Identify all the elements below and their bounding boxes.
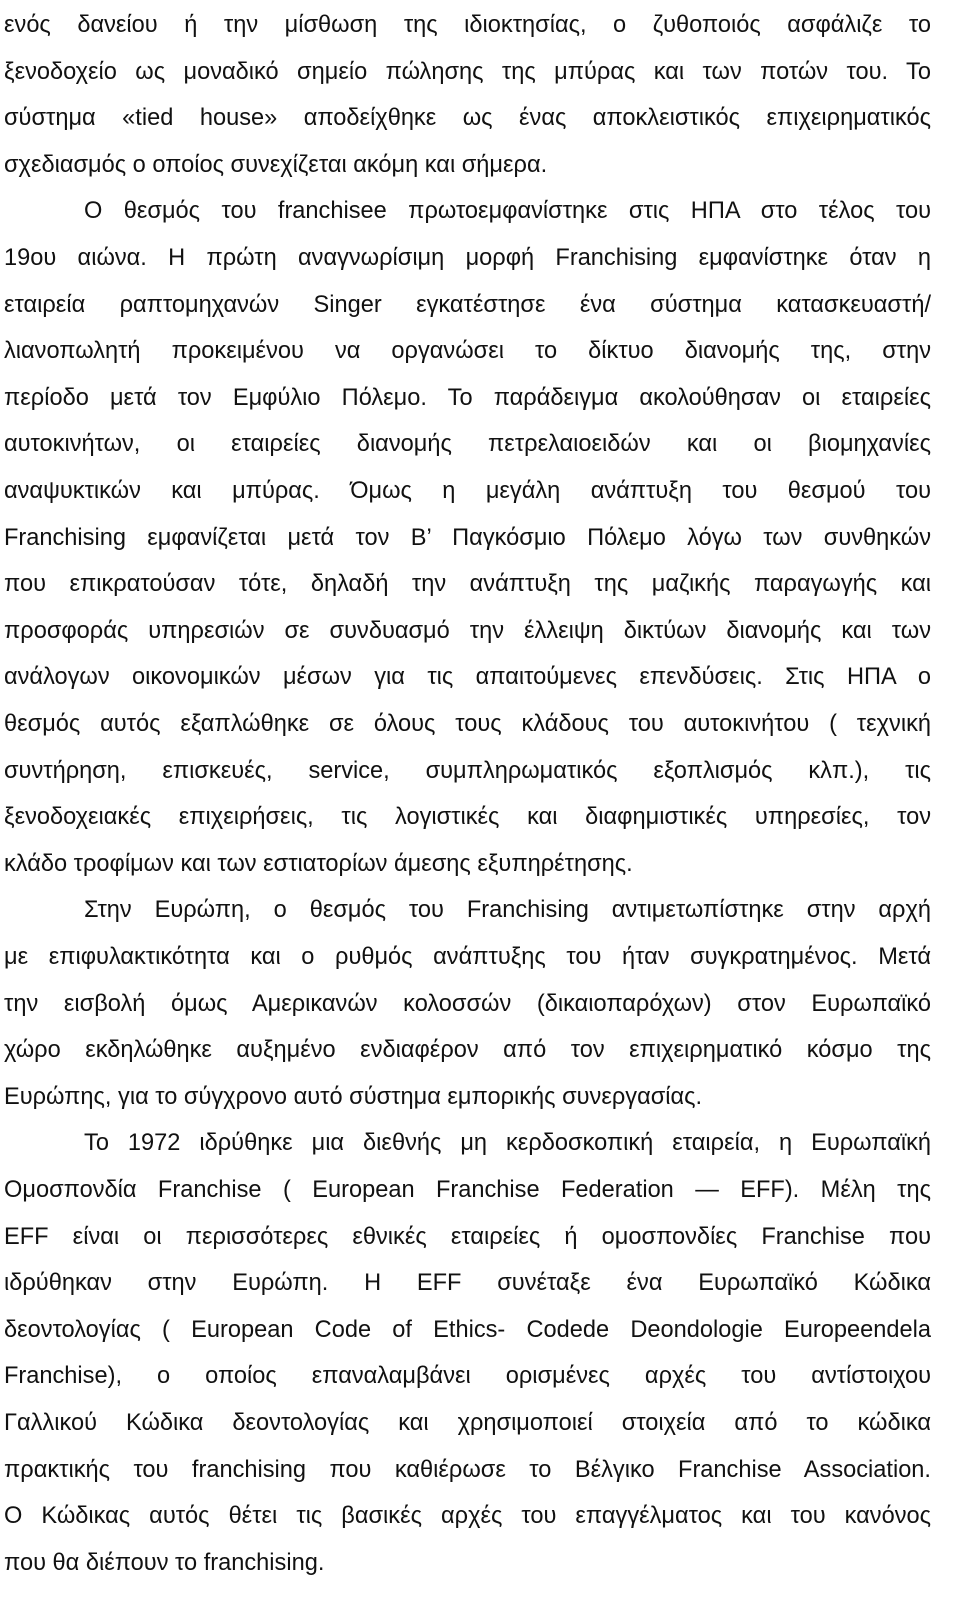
text-line: λιανοπωλητή προκειμένου να οργανώσει το δίκτυο διανομής της, στην xyxy=(4,338,931,365)
text-line: 19ου αιώνα. Η πρώτη αναγνωρίσιμη μορφή Franchising εμφανίστηκε όταν η xyxy=(4,245,931,271)
text-line: σύστημα «tied house» αποδείχθηκε ως ένας αποκλειστικός επιχειρηματικός xyxy=(4,105,931,132)
text-line: που επικρατούσαν τότε, δηλαδή την ανάπτυξη της μαζικής παραγωγής και xyxy=(4,571,931,598)
text-line: ενός δανείου ή την μίσθωση της ιδιοκτησίας, ο ζυθοποιός ασφάλιζε το xyxy=(4,12,931,38)
text-line: που θα διέπουν το franchising. xyxy=(4,1549,325,1576)
text-line: περίοδο μετά τον Εμφύλιο Πόλεμο. Το παράδειγμα ακολούθησαν οι εταιρείες xyxy=(4,384,931,411)
text-line: Franchising εμφανίζεται μετά τον Β’ Παγκόσμιο Πόλεμο λόγω των συνθηκών xyxy=(4,524,931,551)
text-line: προσφοράς υπηρεσιών σε συνδυασμό την έλλειψη δικτύων διανομής και των xyxy=(4,617,931,644)
text-line: Στην Ευρώπη, ο θεσμός του Franchising αντιμετωπίστηκε στην αρχή xyxy=(84,897,931,924)
text-line: EFF είναι οι περισσότερες εθνικές εταιρείες ή ομοσπονδίες Franchise που xyxy=(4,1223,931,1250)
text-line: Ο θεσμός του franchisee πρωτοεμφανίστηκε στις ΗΠΑ στο τέλος του xyxy=(84,198,931,225)
text-line: πρακτικής του franchising που καθιέρωσε το Βέλγικο Franchise Association. xyxy=(4,1456,931,1483)
text-line: Το 1972 ιδρύθηκε μια διεθνής μη κερδοσκοπική εταιρεία, η Ευρωπαϊκή xyxy=(84,1130,931,1157)
text-line: δεοντολογίας ( European Code of Ethics- Codede Deondologie Europeendela xyxy=(4,1316,931,1343)
text-line: με επιφυλακτικότητα και ο ρυθμός ανάπτυξης του ήταν συγκρατημένος. Μετά xyxy=(4,944,931,970)
text-line: την εισβολή όμως Αμερικανών κολοσσών (δικαιοπαρόχων) στον Ευρωπαϊκό xyxy=(4,990,931,1017)
text-line: αυτοκινήτων, οι εταιρείες διανομής πετρελαιοειδών και οι βιομηχανίες xyxy=(4,431,931,458)
text-line: θεσμός αυτός εξαπλώθηκε σε όλους τους κλάδους του αυτοκινήτου ( τεχνική xyxy=(4,711,931,737)
text-line: Ευρώπης, για το σύγχρονο αυτό σύστημα εμπορικής συνεργασίας. xyxy=(4,1083,703,1110)
text-line: εταιρεία ραπτομηχανών Singer εγκατέστησε ένα σύστημα κατασκευαστή/ xyxy=(4,291,931,318)
text-line: ιδρύθηκαν στην Ευρώπη. Η EFF συνέταξε ένα Ευρωπαϊκό Κώδικα xyxy=(4,1270,931,1297)
text-line: σχεδιασμός ο οποίος συνεχίζεται ακόμη και σήμερα. xyxy=(4,151,548,178)
text-line: χώρο εκδηλώθηκε αυξημένο ενδιαφέρον από τον επιχειρηματικό κόσμο της xyxy=(4,1037,931,1064)
text-line: Ομοσπονδία Franchise ( European Franchise Federation — EFF). Μέλη της xyxy=(4,1177,931,1203)
text-line: Franchise), ο οποίος επαναλαμβάνει ορισμένες αρχές του αντίστοιχου xyxy=(4,1363,931,1390)
text-line: ανάλογων οικονομικών μέσων για τις απαιτούμενες επενδύσεις. Στις ΗΠΑ ο xyxy=(4,664,931,691)
text-line: αναψυκτικών και μπύρας. Όμως η μεγάλη ανάπτυξη του θεσμού του xyxy=(4,478,931,504)
text-line: Γαλλικού Κώδικα δεοντολογίας και χρησιμοποιεί στοιχεία από το κώδικα xyxy=(4,1410,931,1436)
text-line: συντήρηση, επισκευές, service, συμπληρωματικός εξοπλισμός κλπ.), τις xyxy=(4,757,931,784)
text-line: Ο Κώδικας αυτός θέτει τις βασικές αρχές του επαγγέλματος και του κανόνος xyxy=(4,1503,931,1530)
text-line: κλάδο τροφίμων και των εστιατορίων άμεσης εξυπηρέτησης. xyxy=(4,850,633,877)
text-line: ξενοδοχείο ως μοναδικό σημείο πώλησης της μπύρας και των ποτών του. Το xyxy=(4,58,931,85)
text-line: ξενοδοχειακές επιχειρήσεις, τις λογιστικές και διαφημιστικές υπηρεσίες, τον xyxy=(4,804,931,831)
